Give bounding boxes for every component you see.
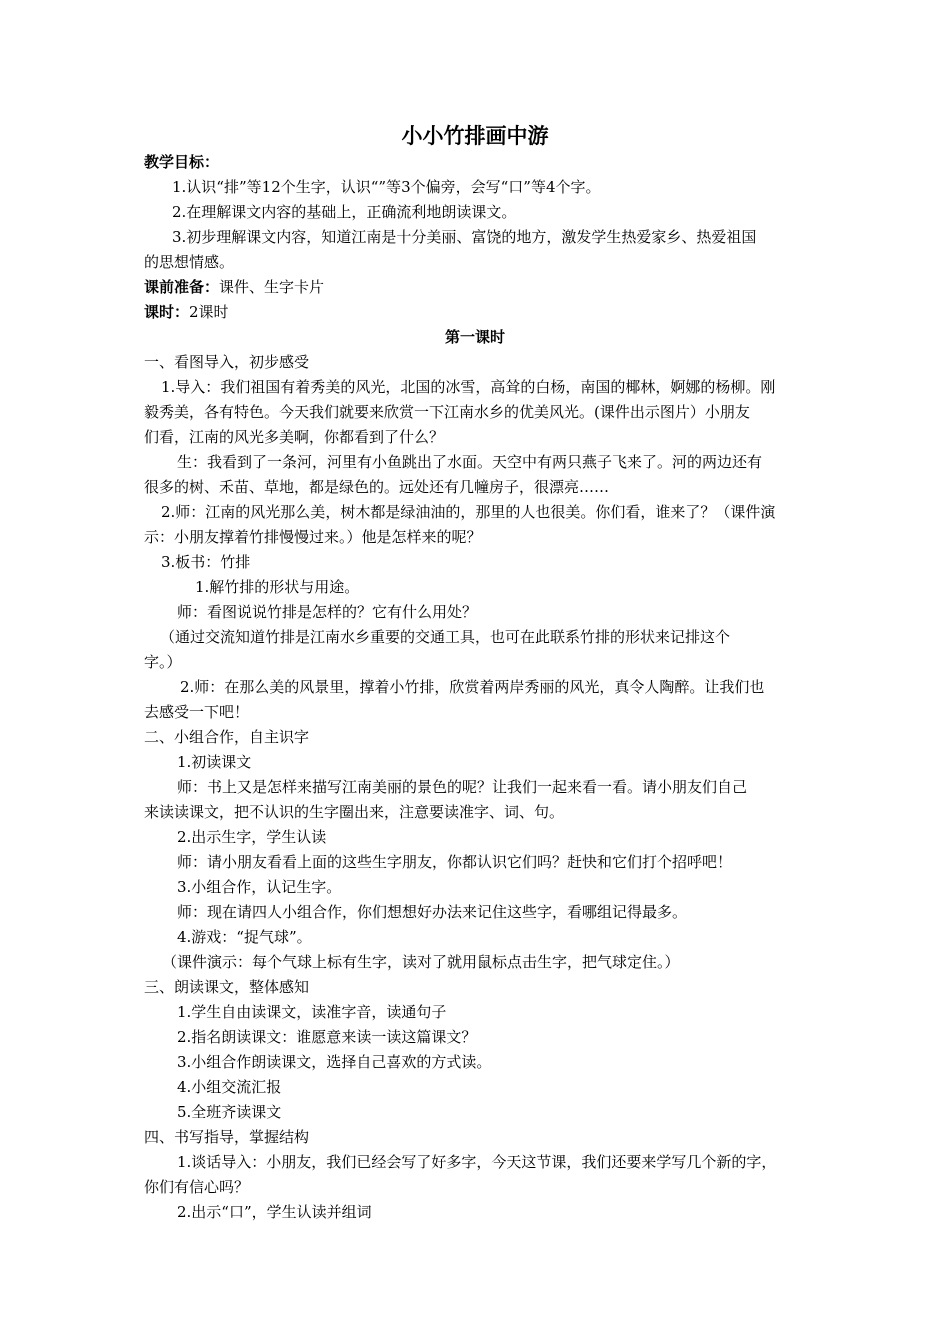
paragraph-line: 毅秀美，各有特色。今天我们就要来欣赏一下江南水乡的优美风光。(课件出示图片）小朋友 xyxy=(144,403,750,421)
goals-label: 教学目标： xyxy=(144,153,220,171)
section-3-heading: 三、朗读课文，整体感知 xyxy=(144,978,310,996)
hours-line xyxy=(144,301,229,323)
paragraph-line: 1.导入：我们祖国有着秀美的风光，北国的冰雪，高耸的白杨，南国的椰林，婀娜的杨柳。刚 xyxy=(161,378,776,396)
paragraph-line: （通过交流知道竹排是江南水乡重要的交通工具，也可在此联系竹排的形状来记排这个 xyxy=(160,628,731,646)
paragraph-line: 2.师：在那么美的风景里，撑着小竹排，欣赏着两岸秀丽的风光，真令人陶醉。让我们也 xyxy=(180,678,765,696)
paragraph-line: 你们有信心吗？ xyxy=(144,1178,250,1196)
section-1-heading: 一、看图导入，初步感受 xyxy=(144,353,310,371)
section-4-heading: 四、书写指导，掌握结构 xyxy=(144,1128,310,1146)
paragraph-line: 去感受一下吧！ xyxy=(144,703,250,721)
paragraph-line: 1.初读课文 xyxy=(177,753,252,771)
paragraph-line: 们看，江南的风光多美啊，你都看到了什么？ xyxy=(144,428,445,446)
document-title: 小小竹排画中游 xyxy=(401,124,549,148)
hours-label: 课时： xyxy=(144,303,190,321)
paragraph-line: 1.学生自由读课文，读准字音，读通句子 xyxy=(177,1003,447,1021)
lesson-title: 第一课时 xyxy=(444,328,505,346)
section-2-heading: 二、小组合作，自主识字 xyxy=(144,728,310,746)
paragraph-line: 示：小朋友撑着竹排慢慢过来。）他是怎样来的呢？ xyxy=(144,528,482,546)
paragraph-line: 1.解竹排的形状与用途。 xyxy=(195,578,360,596)
paragraph-line: （课件演示：每个气球上标有生字，读对了就用鼠标点击生字，把气球定住。） xyxy=(162,953,680,971)
goal-3: 3.初步理解课文内容，知道江南是十分美丽、富饶的地方，激发学生热爱家乡、热爱祖国 xyxy=(172,228,757,246)
paragraph-line: 4.小组交流汇报 xyxy=(177,1078,282,1096)
paragraph-line: 2.指名朗读课文：谁愿意来读一读这篇课文？ xyxy=(177,1028,477,1046)
goal-2: 2.在理解课文内容的基础上，正确流利地朗读课文。 xyxy=(172,203,517,221)
paragraph-line: 很多的树、禾苗、草地，都是绿色的。远处还有几幢房子，很漂亮…… xyxy=(144,478,610,496)
paragraph-line: 1.谈话导入：小朋友，我们已经会写了好多字，今天这节课，我们还要来学写几个新的字， xyxy=(177,1153,777,1171)
paragraph-line: 师：书上又是怎样来描写江南美丽的景色的呢？让我们一起来看一看。请小朋友们自己 xyxy=(177,778,748,796)
paragraph-line: 3.小组合作，认记生字。 xyxy=(177,878,342,896)
paragraph-line: 4.游戏：“捉气球”。 xyxy=(177,928,312,946)
paragraph-line: 5.全班齐读课文 xyxy=(177,1103,282,1121)
goal-1: 1.认识“排”等12个生字，认识“”等3个偏旁，会写“口”等4个字。 xyxy=(172,178,601,196)
goal-3-cont: 的思想情感。 xyxy=(144,253,235,271)
paragraph-line: 师：看图说说竹排是怎样的？它有什么用处？ xyxy=(177,603,478,621)
paragraph-line: 2.师：江南的风光那么美，树木都是绿油油的，那里的人也很美。你们看，谁来了？（课件演 xyxy=(161,503,776,521)
paragraph-line: 2.出示生字，学生认读 xyxy=(177,828,327,846)
paragraph-line: 来读读课文，把不认识的生字圈出来，注意要读准字、词、句。 xyxy=(144,803,565,821)
paragraph-line: 2.出示“口”，学生认读并组词 xyxy=(177,1203,372,1221)
paragraph-line: 师：请小朋友看看上面的这些生字朋友，你都认识它们吗？赶快和它们打个招呼吧！ xyxy=(177,853,733,871)
paragraph-line: 3.小组合作朗读课文，选择自己喜欢的方式读。 xyxy=(177,1053,492,1071)
prep-value: 课件、生字卡片 xyxy=(219,278,325,296)
paragraph-line: 字。） xyxy=(144,653,182,671)
paragraph-line: 生：我看到了一条河，河里有小鱼跳出了水面。天空中有两只燕子飞来了。河的两边还有 xyxy=(177,453,763,471)
prep-line xyxy=(144,276,324,298)
prep-label: 课前准备： xyxy=(144,278,220,296)
hours-value: 2课时 xyxy=(189,303,229,321)
paragraph-line: 师：现在请四人小组合作，你们想想好办法来记住这些字，看哪组记得最多。 xyxy=(177,903,688,921)
paragraph-line: 3.板书：竹排 xyxy=(161,553,251,571)
